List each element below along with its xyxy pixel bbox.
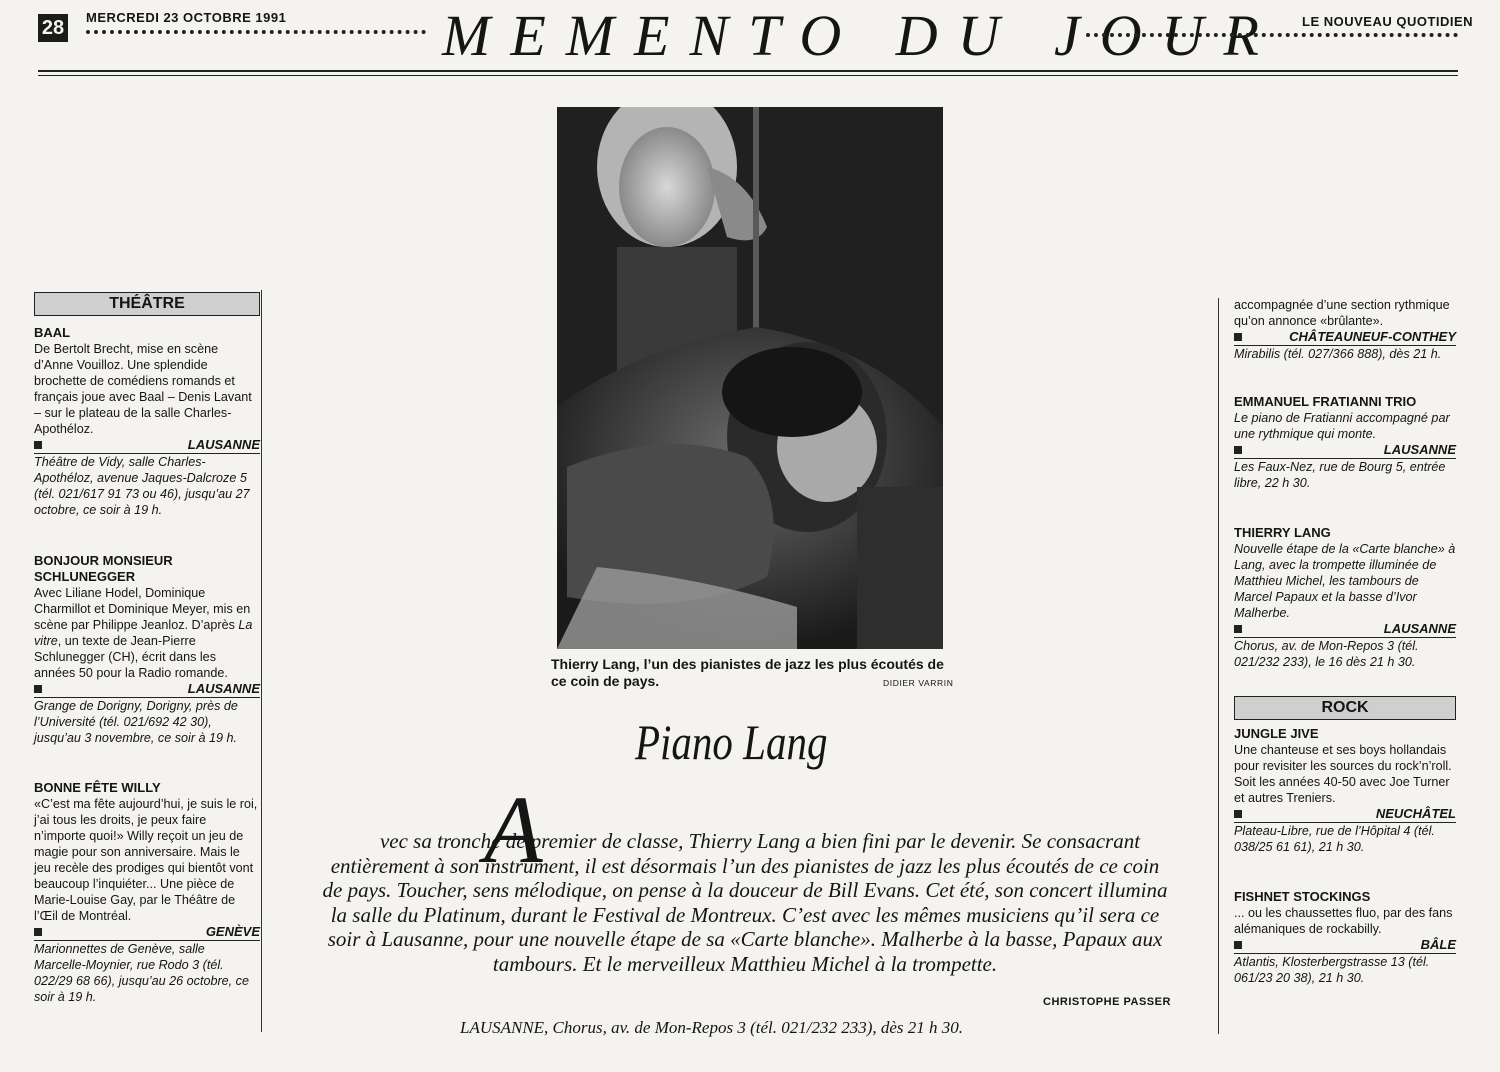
listing-text: Une chanteuse et ses boys hollandais pour revisiter les sources du rock’n’roll. Soit les années 40-50 avec Joe Turner et autres Treniers.: [1234, 743, 1452, 805]
place-label: LAUSANNE: [187, 681, 260, 696]
listing-fratianni: [1234, 394, 1456, 491]
place-row: [34, 437, 260, 454]
listing-info: Mirabilis (tél. 027/366 888), dès 21 h.: [1234, 347, 1442, 361]
place-row: [1234, 442, 1456, 459]
listing-schlunegger: [34, 553, 260, 746]
photo-credit: DIDIER VARRIN: [883, 678, 954, 688]
place-row: [34, 681, 260, 698]
place-label: LAUSANNE: [1383, 621, 1456, 636]
listing-title: BONNE FÊTE WILLY: [34, 780, 161, 795]
left-column: [34, 292, 260, 1005]
page-number: 28: [38, 14, 68, 42]
article-title: Piano Lang: [635, 714, 828, 770]
listing-title: THIERRY LANG: [1234, 525, 1331, 540]
bullet-square-icon: [1234, 333, 1242, 341]
listing-continued: [1234, 297, 1456, 362]
left-column-rule: [261, 290, 262, 1032]
photo-thierry-lang: [557, 107, 943, 649]
drop-cap: A: [484, 776, 543, 883]
place-row: [1234, 937, 1456, 954]
bullet-square-icon: [1234, 941, 1242, 949]
listing-text: Nouvelle étape de la «Carte blanche» à Lang, avec la trompette illuminée de Matthieu Michel, les tambours de Marcel Papaux et la basse d’Ivor Malherbe.: [1234, 542, 1456, 620]
listing-text-end: , un texte de Jean-Pierre Schlunegger (CH), écrit dans les années 50 pour la Radio romande.: [34, 634, 228, 680]
listing-baal: [34, 325, 260, 518]
listing-info: Grange de Dorigny, Dorigny, près de l’Université (tél. 021/692 42 30), jusqu’au 3 novembre, ce soir à 19 h.: [34, 699, 238, 745]
listing-text: Le piano de Fratianni accompagné par une rythmique qui monte.: [1234, 411, 1450, 441]
bullet-square-icon: [34, 928, 42, 936]
listing-info: Les Faux-Nez, rue de Bourg 5, entrée libre, 22 h 30.: [1234, 460, 1446, 490]
section-header-rock: ROCK: [1234, 696, 1456, 720]
listing-jungle-jive: [1234, 726, 1456, 855]
right-column-rule: [1218, 298, 1219, 1034]
listing-text: [34, 585, 260, 681]
bullet-square-icon: [34, 441, 42, 449]
place-label: GENÈVE: [205, 924, 260, 939]
listing-title: BONJOUR MONSIEUR SCHLUNEGGER: [34, 553, 173, 584]
listing-text: accompagnée d’une section rythmique qu’on annonce «brûlante».: [1234, 298, 1450, 328]
bullet-square-icon: [1234, 625, 1242, 633]
bullet-square-icon: [1234, 446, 1242, 454]
header-rule: [38, 70, 1458, 72]
listing-text: ... ou les chaussettes fluo, par des fans alémaniques de rockabilly.: [1234, 906, 1453, 936]
listing-info: Marionnettes de Genève, salle Marcelle-Moynier, rue Rodo 3 (tél. 022/29 68 66), jusqu’au 26 octobre, ce soir à 19 h.: [34, 942, 249, 1004]
listing-info: Chorus, av. de Mon-Repos 3 (tél. 021/232 233), le 16 dès 21 h 30.: [1234, 639, 1419, 669]
listing-title: JUNGLE JIVE: [1234, 726, 1319, 741]
place-row: [1234, 621, 1456, 638]
bullet-square-icon: [34, 685, 42, 693]
listing-title: EMMANUEL FRATIANNI TRIO: [1234, 394, 1417, 409]
listing-title: BAAL: [34, 325, 71, 340]
article-lead-text: vec sa tronche de premier de classe, Thierry Lang a bien fini par le devenir. Se consacrant entièrement à son instrument, il est désormais l’un des pianistes de jazz les plus écoutés de ce coin de pays. Toucher, sens mélodique, on pense à la douceur de Bill Evans. Cet été, son concert illumina la salle du Platinum, durant le Festival de Montreux. C’est avec les mêmes musiciens qu’il sera ce soir à Lausanne, pour une nouvelle étape de sa «Carte blanche». Malherbe à la basse, Papaux aux tambours. Et le merveilleux Matthieu Michel à la trompette.: [322, 829, 1168, 976]
article-lead: [320, 829, 1170, 976]
dotted-leader-left: [86, 30, 426, 34]
publication-name: LE NOUVEAU QUOTIDIEN: [1302, 14, 1474, 29]
listing-willy: [34, 780, 260, 1005]
listing-info: Atlantis, Klosterbergstrasse 13 (tél. 061/23 20 38), 21 h 30.: [1234, 955, 1430, 985]
bullet-square-icon: [1234, 810, 1242, 818]
section-header-theatre: THÉÂTRE: [34, 292, 260, 316]
issue-date: MERCREDI 23 OCTOBRE 1991: [86, 10, 287, 25]
place-row: [1234, 806, 1456, 823]
listing-info: Théâtre de Vidy, salle Charles-Apothéloz, avenue Jaques-Dalcroze 5 (tél. 021/617 91 73 ou 46), jusqu’au 27 octobre, ce soir à 19 h.: [34, 455, 250, 517]
place-label: LAUSANNE: [1383, 442, 1456, 457]
listing-text-start: Avec Liliane Hodel, Dominique Charmillot et Dominique Meyer, mis en scène par Philippe Jeanloz. D’après: [34, 586, 251, 632]
listing-text: De Bertolt Brecht, mise en scène d’Anne Vouilloz. Une splendide brochette de comédiens romands et français joue avec Baal – Denis Lavant – sur le plateau de la salle Charles-Apothéloz.: [34, 342, 252, 436]
listing-fishnet-stockings: [1234, 889, 1456, 986]
place-label: CHÂTEAUNEUF-CONTHEY: [1289, 329, 1456, 344]
section-masthead: MEMENTO DU JOUR: [442, 3, 1279, 68]
place-label: BÂLE: [1420, 937, 1456, 952]
place-row: [1234, 329, 1456, 346]
photo-caption: Thierry Lang, l’un des pianistes de jazz les plus écoutés de ce coin de pays.: [551, 656, 944, 689]
listing-info: Plateau-Libre, rue de l’Hôpital 4 (tél. 038/25 61 61), 21 h 30.: [1234, 824, 1435, 854]
listing-text: «C’est ma fête aujourd’hui, je suis le roi, j’ai tous les droits, je peux faire n’importe quoi!» Willy reçoit un jeu de magie pour son anniversaire. Mais le jeu recèle des prodiges qui bientôt vont beaucoup l’inquiéter... Une pièce de Marie-Louise Gay, par le Théâtre de l’Œil de Montréal.: [34, 797, 258, 923]
article-venue: LAUSANNE, Chorus, av. de Mon-Repos 3 (tél. 021/232 233), dès 21 h 30.: [460, 1018, 964, 1037]
right-column: [1234, 297, 1456, 986]
header-rule-thin: [38, 75, 1458, 76]
place-label: LAUSANNE: [187, 437, 260, 452]
listing-title: FISHNET STOCKINGS: [1234, 889, 1371, 904]
listing-text-work-title: La vitre: [34, 618, 253, 648]
article-author: CHRISTOPHE PASSER: [1043, 996, 1171, 1008]
listing-thierry-lang: [1234, 525, 1456, 670]
place-row: [34, 924, 260, 941]
dotted-leader-right: [1086, 33, 1458, 37]
photo-drawing: [557, 107, 943, 649]
place-label: NEUCHÂTEL: [1375, 806, 1456, 821]
